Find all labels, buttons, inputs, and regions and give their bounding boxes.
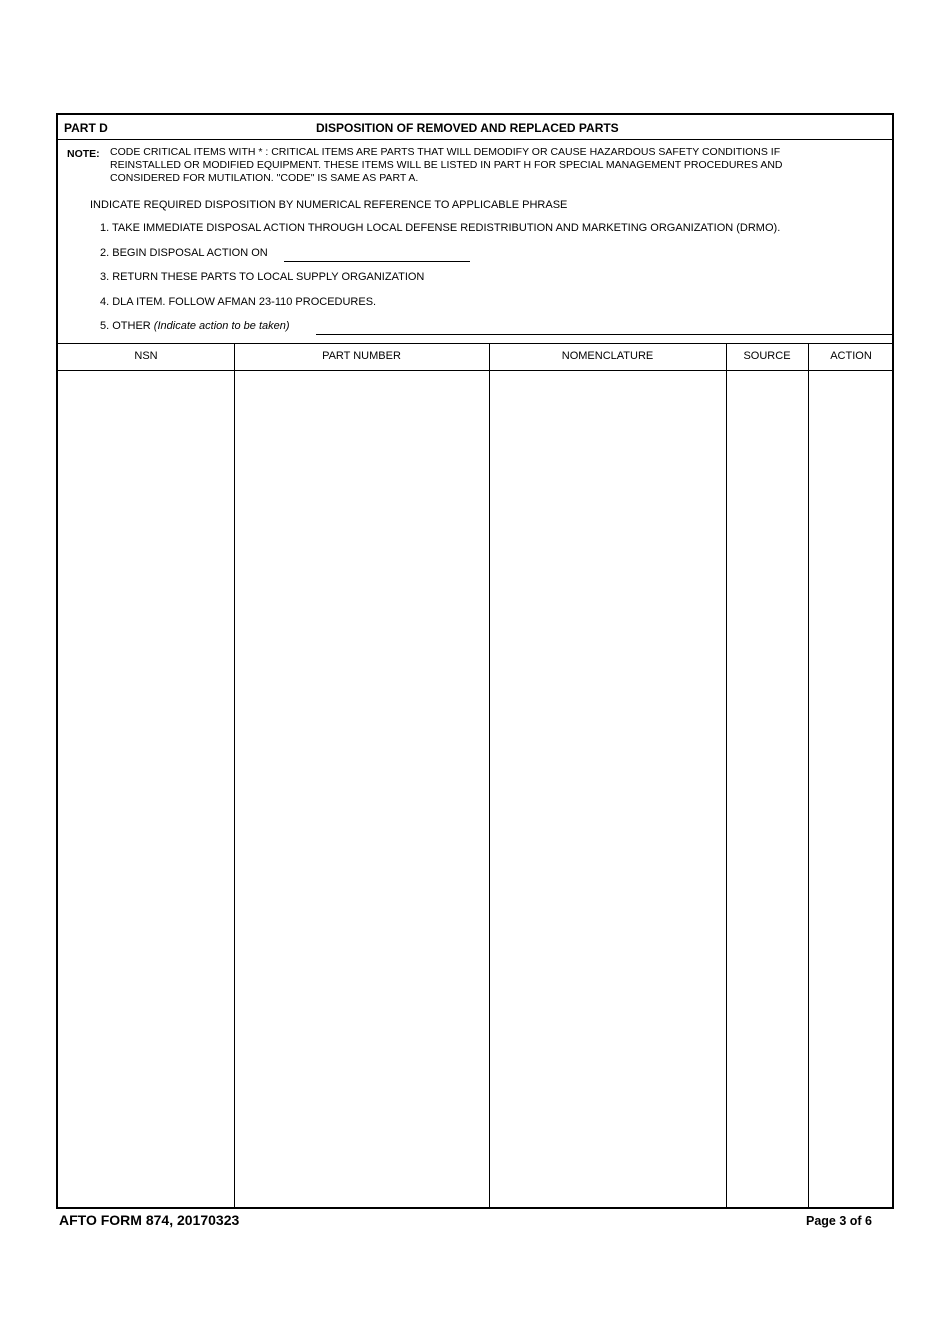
- disposition-form: [56, 113, 894, 1209]
- table-top-border: [58, 343, 892, 344]
- disposal-date-field[interactable]: [284, 261, 470, 262]
- action-column-field[interactable]: [809, 371, 892, 1207]
- section-header: [58, 115, 892, 140]
- nsn-column-field[interactable]: [58, 371, 234, 1207]
- column-header-nsn: NSN: [134, 350, 158, 362]
- form-identifier: AFTO FORM 874, 20170323: [59, 1212, 240, 1228]
- column-header-action: ACTION: [830, 350, 872, 362]
- note-text: CODE CRITICAL ITEMS WITH * : CRITICAL ITEMS ARE PARTS THAT WILL DEMODIFY OR CAUSE HAZARDOUS SAFETY CONDITIONS IF REINSTALLED OR MODIFIED EQUIPMENT. THESE ITEMS WILL BE LISTED IN PART H FOR SPECIAL MANAGEMENT PROCEDURES AND CONSIDERED FOR MUTILATION. "CODE" IS SAME AS PART A.: [110, 146, 783, 184]
- note-label: NOTE:: [67, 148, 100, 160]
- option-5-hint: (Indicate action to be taken): [153, 320, 290, 332]
- other-action-field[interactable]: [316, 334, 894, 335]
- disposition-option-3: 3. RETURN THESE PARTS TO LOCAL SUPPLY ORGANIZATION: [100, 271, 425, 283]
- part-label: PART D: [64, 121, 108, 135]
- source-column-field[interactable]: [727, 371, 808, 1207]
- page-number: Page 3 of 6: [806, 1214, 872, 1228]
- section-title: DISPOSITION OF REMOVED AND REPLACED PARTS: [316, 121, 619, 135]
- part-number-column-field[interactable]: [235, 371, 489, 1207]
- instructions-intro: INDICATE REQUIRED DISPOSITION BY NUMERICAL REFERENCE TO APPLICABLE PHRASE: [90, 199, 568, 211]
- option-5-prefix: 5. OTHER: [100, 320, 154, 332]
- disposition-option-5: [100, 320, 290, 332]
- disposition-option-4: 4. DLA ITEM. FOLLOW AFMAN 23-110 PROCEDURES.: [100, 296, 377, 308]
- column-header-part-number: PART NUMBER: [322, 350, 401, 362]
- disposition-option-1: 1. TAKE IMMEDIATE DISPOSAL ACTION THROUGH LOCAL DEFENSE REDISTRIBUTION AND MARKETING ORGANIZATION (DRMO).: [100, 222, 781, 234]
- disposition-option-2: 2. BEGIN DISPOSAL ACTION ON: [100, 247, 268, 259]
- column-header-source: SOURCE: [743, 350, 791, 362]
- nomenclature-column-field[interactable]: [490, 371, 726, 1207]
- column-header-nomenclature: NOMENCLATURE: [561, 350, 654, 362]
